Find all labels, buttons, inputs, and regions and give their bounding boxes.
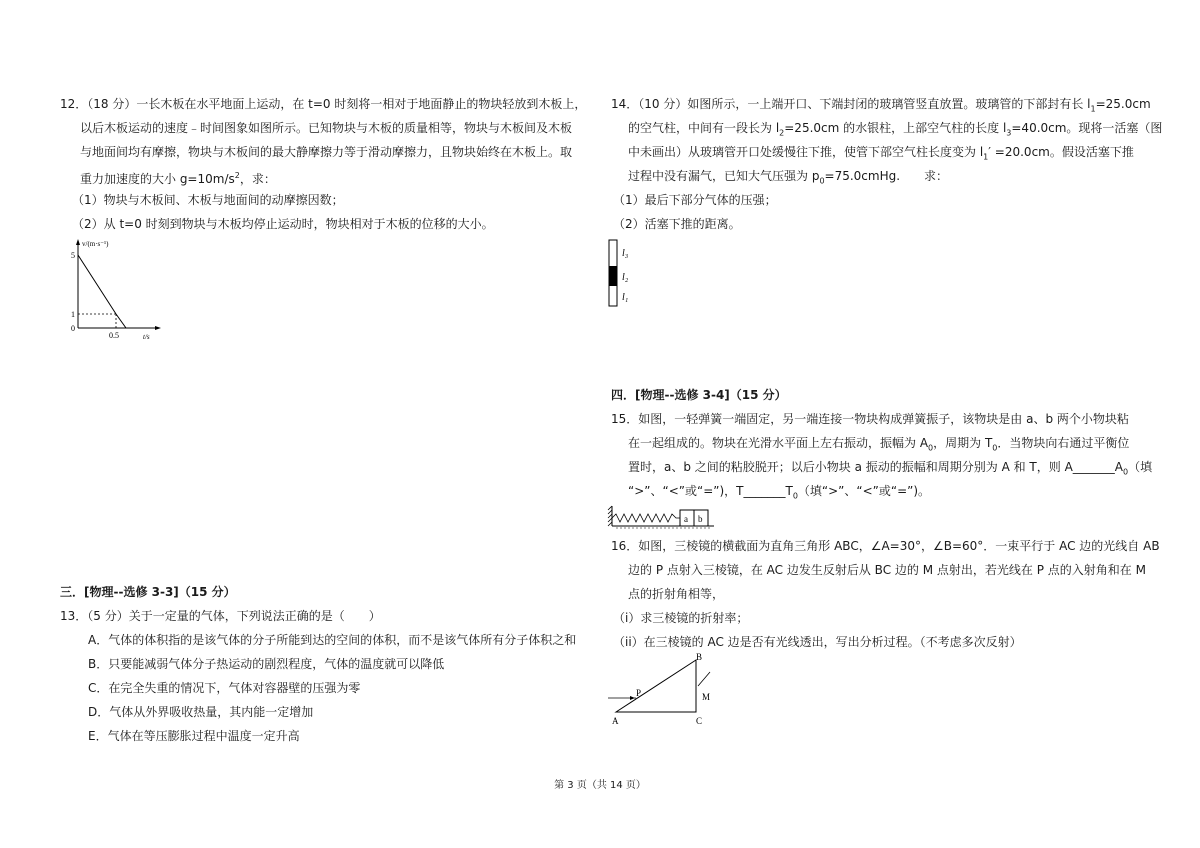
q16-fig-label-M: M bbox=[702, 692, 711, 702]
q15-line-2 bbox=[628, 435, 1129, 456]
q13-option-a: A．气体的体积指的是该气体的分子所能到达的空间的体积，而不是该气体所有分子体积之和 bbox=[88, 633, 577, 647]
q12-graph-tick-1: 1 bbox=[71, 310, 75, 319]
q14-fig-l1: l₁ bbox=[622, 292, 629, 303]
q12-velocity-graph bbox=[66, 236, 166, 344]
q16-line-3: 点的折射角相等， bbox=[628, 587, 725, 601]
q12-graph-tick-05: 0.5 bbox=[109, 331, 119, 340]
q13-option-d: D．气体从外界吸收热量，其内能一定增加 bbox=[88, 705, 314, 719]
q15-l3-a: 置时，a、b 之间的粘胶脱开；以后小物块 a 振动的振幅和周期分别为 A 和 T，则 A_______A bbox=[628, 460, 1123, 474]
q14-glass-tube-figure bbox=[606, 238, 646, 310]
q12-sub-1: （1）物块与木板间、木板与地面间的动摩擦因数； bbox=[72, 193, 344, 207]
q14-l2-c: =40.0cm。现将一活塞（图 bbox=[1011, 121, 1163, 135]
q13-option-e: E．气体在等压膨胀过程中温度一定升高 bbox=[88, 729, 300, 743]
q14-l1-sub: 1 bbox=[1090, 104, 1096, 114]
q14-line-2 bbox=[628, 120, 1162, 141]
q16-sub-1: （i）求三棱镜的折射率； bbox=[613, 611, 749, 625]
q16-prism-figure bbox=[606, 652, 726, 728]
q14-fig-l3: l₃ bbox=[622, 248, 629, 259]
q16-fig-label-C: C bbox=[696, 716, 703, 726]
q12-line-4-sup: 2 bbox=[234, 171, 240, 180]
q15-l2-b: ，周期为 T bbox=[933, 436, 993, 450]
q12-sub-2: （2）从 t=0 时刻到物块与木板均停止运动时，物块相对于木板的位移的大小。 bbox=[72, 217, 494, 231]
q14-l1-b: =25.0cm bbox=[1095, 97, 1151, 111]
q12-graph-tick-0: 0 bbox=[71, 324, 75, 333]
section-4-title: 四．[物理--选修 3-4]（15 分） bbox=[611, 388, 787, 402]
q15-l4-sub: 0 bbox=[792, 491, 798, 501]
q13-stem: 13．（5 分）关于一定量的气体，下列说法正确的是（ ） bbox=[60, 609, 381, 623]
q15-spring-oscillator-figure bbox=[606, 504, 718, 530]
q14-l4-a: 过程中没有漏气，已知大气压强为 p bbox=[628, 169, 820, 183]
section-3-title: 三．[物理--选修 3-3]（15 分） bbox=[60, 585, 236, 599]
q15-fig-block-b: b bbox=[698, 514, 703, 524]
q12-line-4-text: 重力加速度的大小 g=10m/s bbox=[80, 172, 235, 186]
q14-l4-sub: 0 bbox=[819, 176, 825, 186]
q15-line-4 bbox=[628, 483, 930, 504]
q14-line-1 bbox=[611, 96, 1151, 117]
q15-l3-b: （填 bbox=[1128, 460, 1153, 474]
q13-option-c: C．在完全失重的情况下，气体对容器壁的压强为零 bbox=[88, 681, 361, 695]
q14-line-4 bbox=[628, 168, 948, 189]
q15-line-3 bbox=[628, 459, 1152, 480]
q16-line-1: 16．如图，三棱镜的横截面为直角三角形 ABC，∠A=30°，∠B=60°．一束平行于 AC 边的光线自 AB bbox=[611, 539, 1160, 553]
q16-fig-label-B: B bbox=[696, 652, 703, 662]
q15-fig-block-a: a bbox=[684, 514, 688, 524]
q14-fig-l2: l₂ bbox=[622, 272, 629, 283]
q12-graph-tick-5: 5 bbox=[71, 251, 75, 260]
q12-line-1: 12．（18 分）一长木板在水平地面上运动，在 t=0 时刻将一相对于地面静止的物块轻放到木板上， bbox=[60, 97, 587, 111]
q12-graph-ylabel: v/(m·s⁻¹) bbox=[82, 240, 109, 248]
q14-l3-b: ′ =20.0cm。假设活塞下推 bbox=[988, 145, 1134, 159]
q16-fig-label-P: P bbox=[636, 688, 642, 698]
q12-line-3: 与地面间均有摩擦，物块与木板间的最大静摩擦力等于滑动摩擦力，且物块始终在木板上。取 bbox=[80, 145, 573, 159]
q15-l4-a: “>”、“<”或“=”)，T_______T bbox=[628, 484, 793, 498]
q12-line-2: 以后木板运动的速度﹣时间图象如图所示。已知物块与木板的质量相等，物块与木板间及木板 bbox=[80, 121, 573, 135]
q12-line-4-tail: ，求： bbox=[239, 172, 276, 186]
q14-l2-a: 的空气柱，中间有一段长为 l bbox=[628, 121, 780, 135]
q14-l4-b: =75.0cmHg. 求： bbox=[824, 169, 949, 183]
q16-sub-2: （ii）在三棱镜的 AC 边是否有光线透出，写出分析过程。（不考虑多次反射） bbox=[613, 635, 1022, 649]
q15-l3-sub: 0 bbox=[1123, 467, 1129, 477]
q14-l2-sub: 2 bbox=[779, 128, 785, 138]
q14-sub-1: （1）最后下部分气体的压强； bbox=[613, 193, 777, 207]
q14-l1-a: 14．（10 分）如图所示，一上端开口、下端封闭的玻璃管竖直放置。玻璃管的下部封有长 l bbox=[611, 97, 1091, 111]
q13-option-b: B．只要能减弱气体分子热运动的剧烈程度，气体的温度就可以降低 bbox=[88, 657, 445, 671]
q12-line-4 bbox=[80, 168, 276, 187]
q15-l2-sub: 0 bbox=[928, 443, 934, 453]
q14-l3-sub: 1 bbox=[983, 152, 989, 162]
q16-line-2: 边的 P 点射入三棱镜，在 AC 边发生反射后从 BC 边的 M 点射出，若光线在 P 点的入射角和在 M bbox=[628, 563, 1146, 577]
q14-l3-a: 中未画出）从玻璃管开口处缓慢往下推，使管下部空气柱长度变为 l bbox=[628, 145, 984, 159]
q14-sub-2: （2）活塞下推的距离。 bbox=[613, 217, 741, 231]
q15-l4-b: （填“>”、“<”或“=”)。 bbox=[797, 484, 931, 498]
q15-l2-sub2: 0 bbox=[992, 443, 998, 453]
q14-l2-b: =25.0cm 的水银柱，上部空气柱的长度 l bbox=[784, 121, 1007, 135]
q16-fig-label-A: A bbox=[612, 716, 619, 726]
q15-l2-c: ．当物块向右通过平衡位 bbox=[997, 436, 1130, 450]
q12-graph-xlabel: t/s bbox=[143, 333, 150, 341]
q14-l2-sub2: 3 bbox=[1006, 128, 1012, 138]
q15-l2-a: 在一起组成的。物块在光滑水平面上左右振动，振幅为 A bbox=[628, 436, 929, 450]
q14-line-3 bbox=[628, 144, 1134, 165]
q15-line-1: 15．如图，一轻弹簧一端固定，另一端连接一物块构成弹簧振子，该物块是由 a、b 两个小物块粘 bbox=[611, 412, 1129, 426]
page-footer: 第 3 页（共 14 页） bbox=[554, 780, 646, 791]
